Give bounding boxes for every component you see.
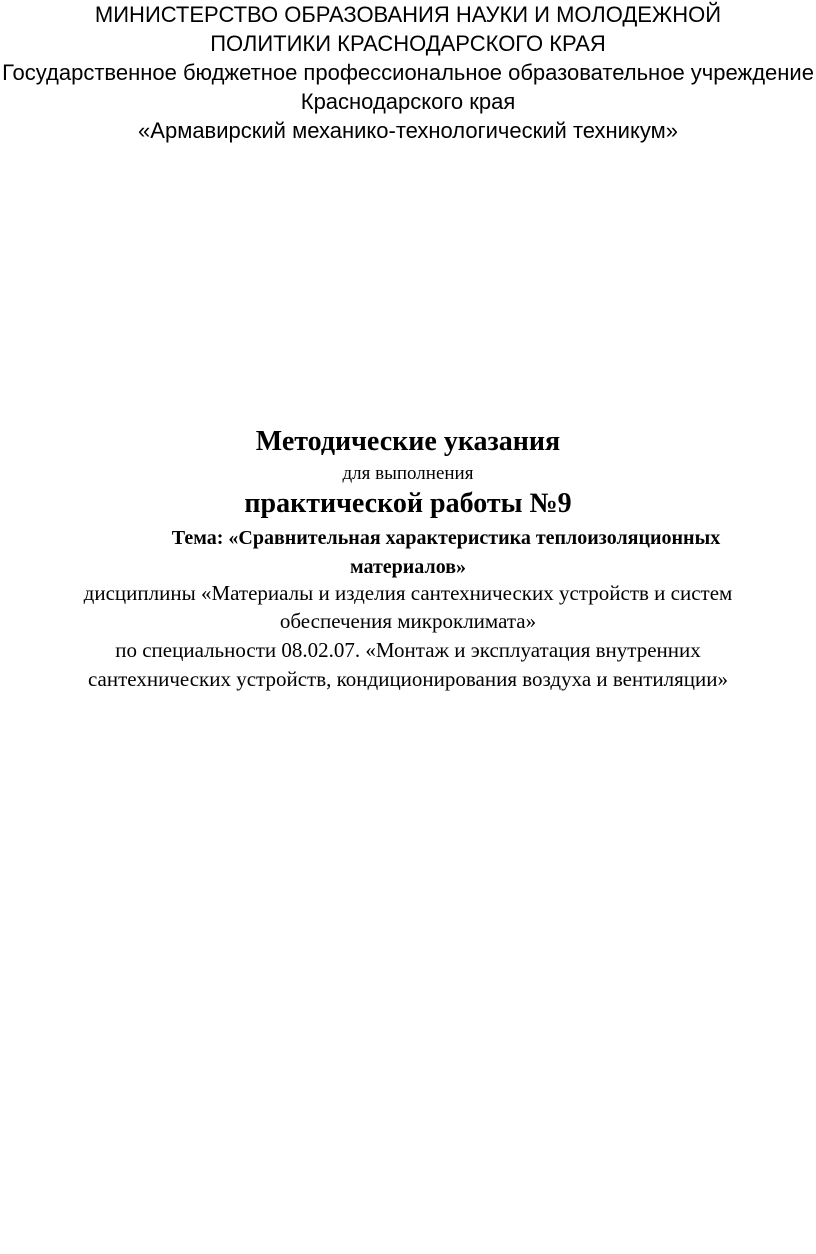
institution-line-2: Краснодарского края xyxy=(300,89,516,114)
discipline-line-1: дисциплины «Материалы и изделия сантехнических устройств и систем xyxy=(83,581,733,605)
document-subtitle: для выполнения xyxy=(342,463,474,484)
document-title: Методические указания xyxy=(255,426,561,457)
institution-line-3: «Армавирский механико-технологический техникум» xyxy=(138,118,678,143)
ministry-line-1: МИНИСТЕРСТВО ОБРАЗОВАНИЯ НАУКИ И МОЛОДЕЖНОЙ xyxy=(94,2,722,27)
specialty-line-2: сантехнических устройств, кондиционирования воздуха и вентиляции» xyxy=(87,667,729,691)
specialty-line-1: по специальности 08.02.07. «Монтаж и эксплуатация внутренних xyxy=(115,638,701,662)
topic-line-2: материалов» xyxy=(349,556,466,578)
practical-work-title: практической работы №9 xyxy=(244,488,572,519)
institution-line-1: Государственное бюджетное профессиональное образовательное учреждение xyxy=(2,60,814,85)
ministry-line-2: ПОЛИТИКИ КРАСНОДАРСКОГО КРАЯ xyxy=(210,31,606,56)
topic-line-1: Тема: «Сравнительная характеристика теплоизоляционных xyxy=(171,527,721,549)
discipline-line-2: обеспечения микроклимата» xyxy=(279,609,537,633)
